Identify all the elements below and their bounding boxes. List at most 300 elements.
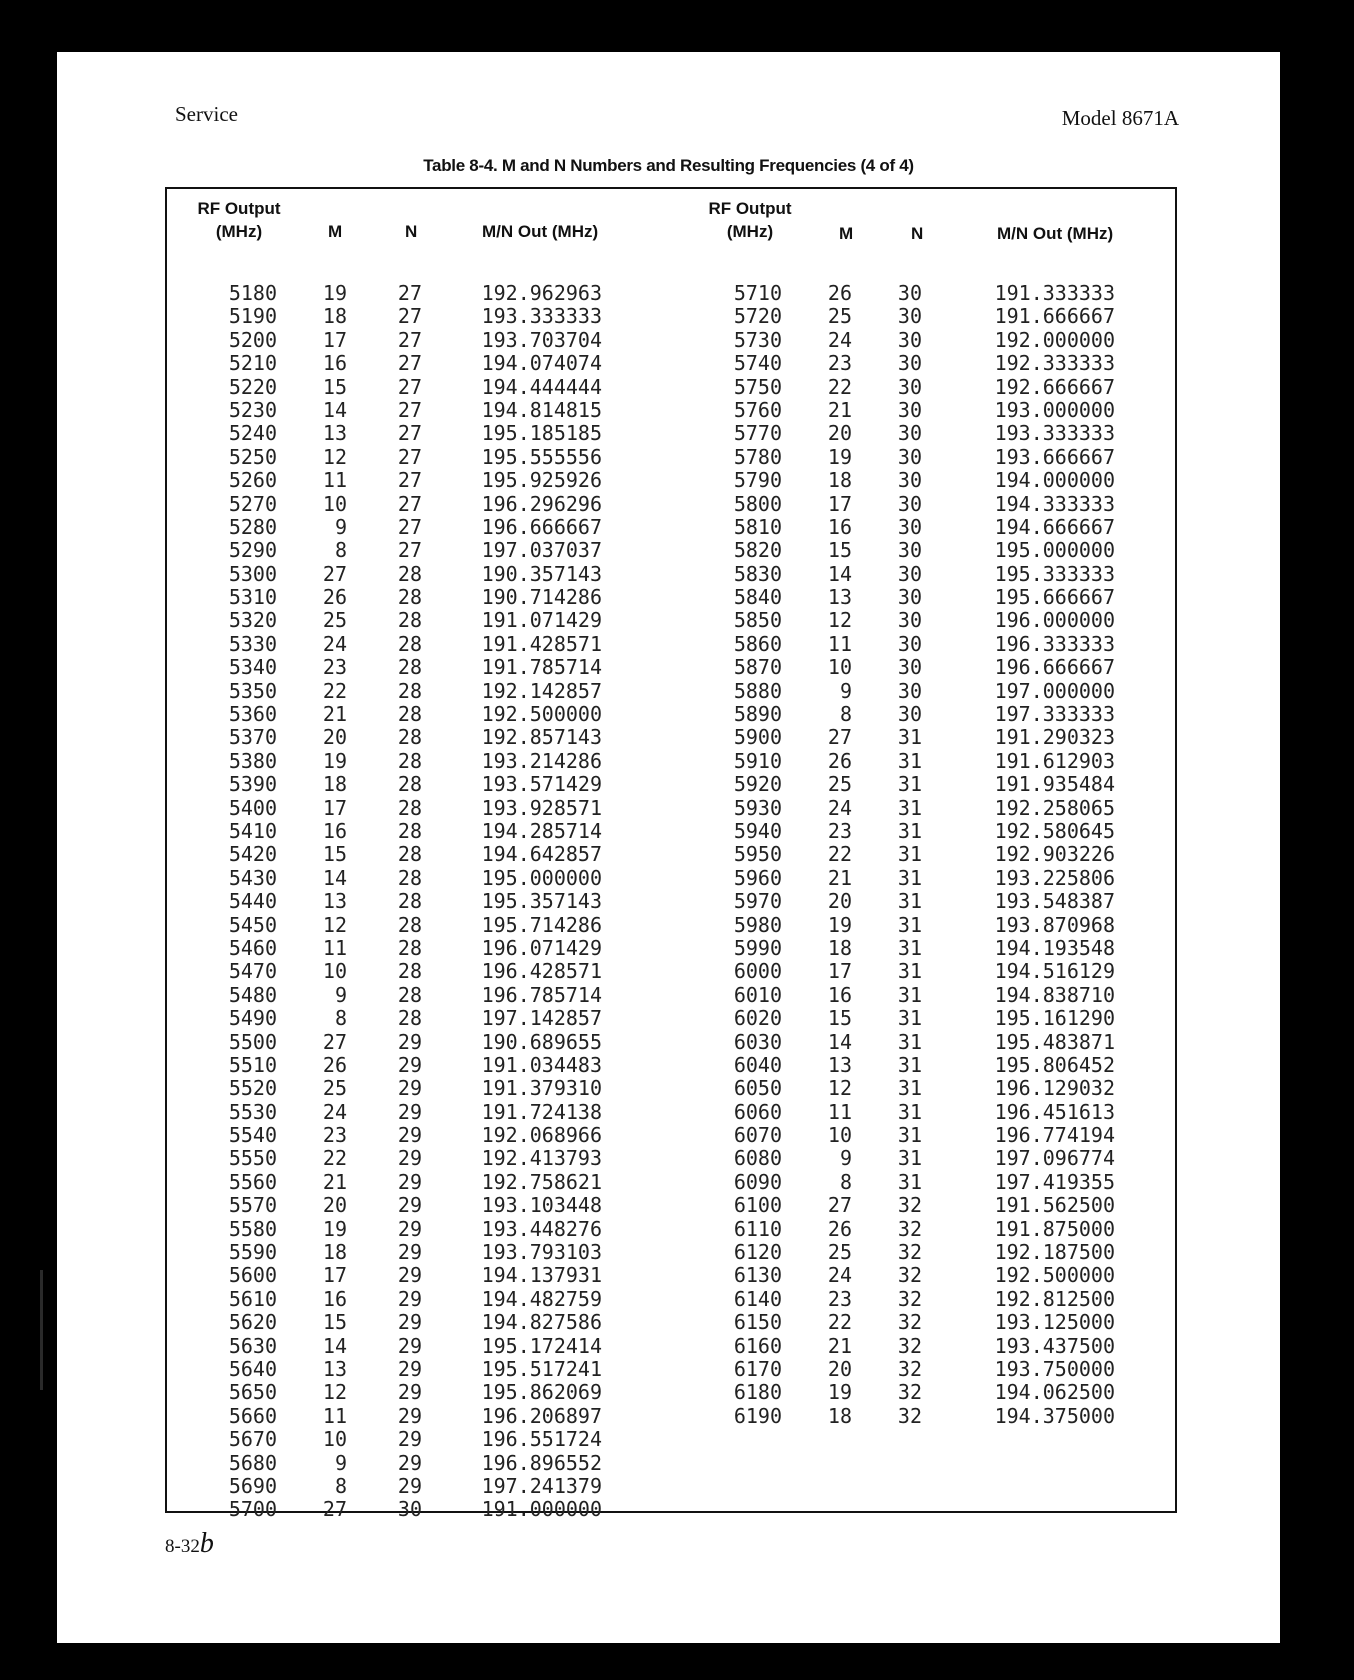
n-cell: 29 — [397, 1169, 422, 1194]
rf-output-cell: 5370 — [228, 725, 277, 750]
mn-out-cell: 193.125000 — [994, 1310, 1115, 1335]
mn-out-cell: 196.785714 — [481, 982, 602, 1007]
page-number-suffix: b — [199, 1528, 214, 1559]
mn-out-cell: 193.666667 — [994, 444, 1115, 469]
header-m-left: M — [328, 222, 343, 241]
table-row — [672, 1311, 1172, 1334]
m-cell: 18 — [322, 304, 347, 329]
n-cell: 30 — [897, 397, 922, 422]
n-cell: 29 — [397, 1427, 422, 1452]
table-row — [167, 726, 667, 749]
n-cell: 30 — [897, 281, 922, 305]
rf-output-cell: 5810 — [733, 514, 782, 539]
right-table-body — [672, 282, 1172, 1428]
m-cell: 16 — [322, 818, 347, 843]
n-cell: 30 — [897, 585, 922, 610]
m-cell: 10 — [322, 491, 347, 516]
m-cell: 12 — [322, 1380, 347, 1405]
m-cell: 12 — [827, 608, 852, 633]
mn-out-cell: 196.129032 — [994, 1076, 1115, 1101]
rf-output-cell: 6190 — [733, 1403, 782, 1428]
rf-output-cell: 5350 — [228, 678, 277, 703]
m-cell: 9 — [334, 514, 347, 539]
n-cell: 32 — [897, 1356, 922, 1381]
table-row — [167, 1007, 667, 1030]
table-row — [672, 609, 1172, 632]
n-cell: 30 — [897, 468, 922, 493]
rf-output-cell: 5640 — [228, 1356, 277, 1381]
table-row — [672, 890, 1172, 913]
table-row — [167, 1428, 667, 1451]
header-m-right: M — [839, 224, 854, 243]
header-rf-line1: RF Output — [197, 199, 281, 218]
m-cell: 8 — [334, 538, 347, 563]
mn-out-cell: 192.758621 — [481, 1169, 602, 1194]
rf-output-cell: 5950 — [733, 842, 782, 867]
m-cell: 25 — [322, 608, 347, 633]
table-row — [167, 1335, 667, 1358]
header-rf-line1: RF Output — [708, 199, 792, 218]
mn-out-cell: 197.142857 — [481, 1006, 602, 1031]
rf-output-cell: 6060 — [733, 1099, 782, 1124]
n-cell: 31 — [897, 1076, 922, 1101]
m-cell: 20 — [827, 421, 852, 446]
mn-out-cell: 195.333333 — [994, 561, 1115, 586]
table-row — [672, 563, 1172, 586]
table-row — [672, 539, 1172, 562]
m-cell: 25 — [322, 1076, 347, 1101]
m-cell: 27 — [827, 725, 852, 750]
m-cell: 15 — [322, 374, 347, 399]
table-row — [167, 984, 667, 1007]
table-row — [672, 867, 1172, 890]
m-cell: 11 — [322, 1403, 347, 1428]
m-cell: 27 — [322, 1029, 347, 1054]
table-row — [167, 797, 667, 820]
table-row — [672, 914, 1172, 937]
mn-out-cell: 191.034483 — [481, 1052, 602, 1077]
rf-output-cell: 5760 — [733, 397, 782, 422]
page-number-text: 8-32 — [165, 1536, 200, 1557]
n-cell: 29 — [397, 1286, 422, 1311]
mn-out-cell: 196.896552 — [481, 1450, 602, 1475]
n-cell: 31 — [897, 1146, 922, 1171]
m-cell: 19 — [322, 281, 347, 305]
mn-out-cell: 191.666667 — [994, 304, 1115, 329]
n-cell: 28 — [397, 585, 422, 610]
table-row — [167, 1358, 667, 1381]
m-cell: 20 — [322, 1193, 347, 1218]
mn-out-cell: 192.580645 — [994, 818, 1115, 843]
n-cell: 31 — [897, 1006, 922, 1031]
mn-out-cell: 192.962963 — [481, 281, 602, 305]
table-row — [672, 633, 1172, 656]
m-cell: 12 — [827, 1076, 852, 1101]
n-cell: 32 — [897, 1193, 922, 1218]
table-row — [672, 493, 1172, 516]
m-cell: 27 — [322, 561, 347, 586]
n-cell: 30 — [897, 351, 922, 376]
mn-out-cell: 195.357143 — [481, 889, 602, 914]
rf-output-cell: 6100 — [733, 1193, 782, 1218]
rf-output-cell: 5340 — [228, 655, 277, 680]
table-row — [672, 1288, 1172, 1311]
section-label: Service — [175, 102, 238, 126]
n-cell: 30 — [897, 514, 922, 539]
rf-output-cell: 5310 — [228, 585, 277, 610]
mn-out-cell: 192.500000 — [994, 1263, 1115, 1288]
mn-out-cell: 197.241379 — [481, 1473, 602, 1498]
n-cell: 28 — [397, 748, 422, 773]
m-cell: 24 — [827, 1263, 852, 1288]
table-row — [672, 797, 1172, 820]
mn-out-cell: 195.925926 — [481, 468, 602, 493]
rf-output-cell: 5890 — [733, 702, 782, 727]
table-row — [167, 1475, 667, 1498]
header-rf-output-left — [189, 197, 289, 243]
rf-output-cell: 5870 — [733, 655, 782, 680]
rf-output-cell: 5330 — [228, 631, 277, 656]
mn-out-cell: 196.071429 — [481, 935, 602, 960]
n-cell: 30 — [897, 327, 922, 352]
mn-out-cell: 195.517241 — [481, 1356, 602, 1381]
rf-output-cell: 5600 — [228, 1263, 277, 1288]
m-cell: 21 — [322, 702, 347, 727]
n-cell: 28 — [397, 935, 422, 960]
mn-out-cell: 191.724138 — [481, 1099, 602, 1124]
m-cell: 16 — [322, 1286, 347, 1311]
m-cell: 23 — [827, 818, 852, 843]
table-row — [167, 1498, 667, 1521]
m-cell: 25 — [827, 1240, 852, 1265]
rf-output-cell: 5610 — [228, 1286, 277, 1311]
table-row — [672, 305, 1172, 328]
table-row — [672, 726, 1172, 749]
rf-output-cell: 5900 — [733, 725, 782, 750]
mn-out-cell: 195.185185 — [481, 421, 602, 446]
n-cell: 31 — [897, 959, 922, 984]
table-row — [167, 352, 667, 375]
mn-out-cell: 192.258065 — [994, 795, 1115, 820]
n-cell: 29 — [397, 1450, 422, 1475]
m-cell: 20 — [322, 725, 347, 750]
rf-output-cell: 6130 — [733, 1263, 782, 1288]
rf-output-cell: 5750 — [733, 374, 782, 399]
rf-output-cell: 5470 — [228, 959, 277, 984]
rf-output-cell: 5390 — [228, 772, 277, 797]
m-cell: 19 — [827, 444, 852, 469]
rf-output-cell: 5980 — [733, 912, 782, 937]
rf-output-cell: 5780 — [733, 444, 782, 469]
table-row — [167, 1452, 667, 1475]
rf-output-cell: 6050 — [733, 1076, 782, 1101]
rf-output-cell: 5500 — [228, 1029, 277, 1054]
rf-output-cell: 5420 — [228, 842, 277, 867]
table-row — [167, 422, 667, 445]
n-cell: 29 — [397, 1052, 422, 1077]
n-cell: 29 — [397, 1099, 422, 1124]
m-cell: 9 — [334, 982, 347, 1007]
n-cell: 30 — [897, 374, 922, 399]
n-cell: 29 — [397, 1076, 422, 1101]
m-cell: 18 — [827, 468, 852, 493]
table-frame — [165, 187, 1177, 1522]
n-cell: 27 — [397, 374, 422, 399]
table-row — [672, 820, 1172, 843]
m-cell: 21 — [827, 397, 852, 422]
m-cell: 11 — [827, 631, 852, 656]
rf-output-cell: 6020 — [733, 1006, 782, 1031]
m-cell: 18 — [827, 935, 852, 960]
rf-output-cell: 5220 — [228, 374, 277, 399]
mn-out-cell: 193.225806 — [994, 865, 1115, 890]
header-rf-line2: (MHz) — [215, 222, 263, 241]
mn-out-cell: 193.793103 — [481, 1240, 602, 1265]
n-cell: 28 — [397, 889, 422, 914]
rf-output-cell: 5270 — [228, 491, 277, 516]
m-cell: 11 — [322, 468, 347, 493]
m-cell: 10 — [322, 959, 347, 984]
table-row — [167, 305, 667, 328]
n-cell: 29 — [397, 1029, 422, 1054]
n-cell: 31 — [897, 1169, 922, 1194]
table-row — [167, 516, 667, 539]
m-cell: 21 — [827, 1333, 852, 1358]
rf-output-cell: 6150 — [733, 1310, 782, 1335]
table-row — [167, 1171, 667, 1194]
table-row — [672, 703, 1172, 726]
rf-output-cell: 5520 — [228, 1076, 277, 1101]
mn-out-cell: 191.379310 — [481, 1076, 602, 1101]
mn-out-cell: 195.862069 — [481, 1380, 602, 1405]
mn-out-cell: 196.206897 — [481, 1403, 602, 1428]
m-cell: 14 — [322, 397, 347, 422]
rf-output-cell: 6170 — [733, 1356, 782, 1381]
table-row — [167, 1124, 667, 1147]
m-cell: 27 — [322, 1497, 347, 1522]
table-row — [167, 1147, 667, 1170]
n-cell: 29 — [397, 1333, 422, 1358]
rf-output-cell: 5850 — [733, 608, 782, 633]
table-row — [167, 937, 667, 960]
m-cell: 26 — [322, 1052, 347, 1077]
rf-output-cell: 5830 — [733, 561, 782, 586]
mn-out-cell: 193.214286 — [481, 748, 602, 773]
header-n-right: N — [911, 224, 924, 243]
m-cell: 13 — [322, 421, 347, 446]
mn-out-cell: 194.333333 — [994, 491, 1115, 516]
rf-output-cell: 6140 — [733, 1286, 782, 1311]
table-row — [167, 539, 667, 562]
n-cell: 29 — [397, 1146, 422, 1171]
rf-output-cell: 5650 — [228, 1380, 277, 1405]
rf-output-cell: 6040 — [733, 1052, 782, 1077]
table-row — [167, 773, 667, 796]
n-cell: 30 — [897, 538, 922, 563]
m-cell: 21 — [322, 1169, 347, 1194]
mn-out-cell: 194.000000 — [994, 468, 1115, 493]
mn-out-cell: 197.419355 — [994, 1169, 1115, 1194]
mn-out-cell: 191.785714 — [481, 655, 602, 680]
n-cell: 28 — [397, 678, 422, 703]
mn-out-cell: 194.814815 — [481, 397, 602, 422]
table-row — [672, 1077, 1172, 1100]
rf-output-cell: 6010 — [733, 982, 782, 1007]
table-row — [672, 1381, 1172, 1404]
m-cell: 23 — [322, 1123, 347, 1148]
n-cell: 31 — [897, 748, 922, 773]
manual-page — [57, 52, 1280, 1643]
rf-output-cell: 5970 — [733, 889, 782, 914]
rf-output-cell: 5620 — [228, 1310, 277, 1335]
rf-output-cell: 6080 — [733, 1146, 782, 1171]
rf-output-cell: 5250 — [228, 444, 277, 469]
mn-out-cell: 196.000000 — [994, 608, 1115, 633]
table-row — [672, 329, 1172, 352]
n-cell: 31 — [897, 889, 922, 914]
mn-out-cell: 191.428571 — [481, 631, 602, 656]
mn-out-cell: 196.551724 — [481, 1427, 602, 1452]
rf-output-cell: 5590 — [228, 1240, 277, 1265]
mn-out-cell: 194.516129 — [994, 959, 1115, 984]
n-cell: 32 — [897, 1240, 922, 1265]
mn-out-cell: 195.483871 — [994, 1029, 1115, 1054]
table-row — [167, 867, 667, 890]
m-cell: 24 — [827, 327, 852, 352]
m-cell: 21 — [827, 865, 852, 890]
mn-out-cell: 196.774194 — [994, 1123, 1115, 1148]
m-cell: 8 — [334, 1006, 347, 1031]
mn-out-cell: 196.428571 — [481, 959, 602, 984]
table-row — [167, 329, 667, 352]
n-cell: 28 — [397, 772, 422, 797]
table-row — [672, 1194, 1172, 1217]
mn-out-cell: 197.096774 — [994, 1146, 1115, 1171]
rf-output-cell: 6160 — [733, 1333, 782, 1358]
rf-output-cell: 5690 — [228, 1473, 277, 1498]
table-row — [672, 376, 1172, 399]
m-cell: 17 — [322, 327, 347, 352]
n-cell: 29 — [397, 1123, 422, 1148]
table-row — [167, 469, 667, 492]
rf-output-cell: 6090 — [733, 1169, 782, 1194]
mn-out-cell: 194.666667 — [994, 514, 1115, 539]
table-row — [672, 1147, 1172, 1170]
mn-out-cell: 190.689655 — [481, 1029, 602, 1054]
table-row — [672, 282, 1172, 305]
mn-out-cell: 190.357143 — [481, 561, 602, 586]
table-row — [672, 680, 1172, 703]
n-cell: 31 — [897, 795, 922, 820]
rf-output-cell: 5580 — [228, 1216, 277, 1241]
table-row — [672, 843, 1172, 866]
rf-output-cell: 5880 — [733, 678, 782, 703]
rf-output-cell: 6180 — [733, 1380, 782, 1405]
table-row — [167, 1311, 667, 1334]
table-row — [167, 1194, 667, 1217]
rf-output-cell: 5360 — [228, 702, 277, 727]
mn-out-cell: 192.666667 — [994, 374, 1115, 399]
m-cell: 19 — [827, 1380, 852, 1405]
header-mn-right: M/N Out (MHz) — [997, 224, 1114, 243]
table-row — [167, 914, 667, 937]
table-row — [167, 843, 667, 866]
m-cell: 20 — [827, 1356, 852, 1381]
m-cell: 22 — [827, 1310, 852, 1335]
n-cell: 27 — [397, 491, 422, 516]
table-row — [167, 633, 667, 656]
n-cell: 28 — [397, 561, 422, 586]
m-cell: 18 — [322, 772, 347, 797]
mn-out-cell: 194.827586 — [481, 1310, 602, 1335]
n-cell: 27 — [397, 538, 422, 563]
mn-out-cell: 193.000000 — [994, 397, 1115, 422]
rf-output-cell: 5840 — [733, 585, 782, 610]
rf-output-cell: 5210 — [228, 351, 277, 376]
n-cell: 27 — [397, 514, 422, 539]
table-row — [167, 1101, 667, 1124]
mn-out-cell: 197.000000 — [994, 678, 1115, 703]
m-cell: 13 — [322, 889, 347, 914]
n-cell: 31 — [897, 1029, 922, 1054]
rf-output-cell: 5320 — [228, 608, 277, 633]
n-cell: 28 — [397, 795, 422, 820]
rf-output-cell: 5460 — [228, 935, 277, 960]
m-cell: 9 — [334, 1450, 347, 1475]
header-rf-output-right — [700, 197, 800, 243]
mn-out-cell: 191.333333 — [994, 281, 1115, 305]
table-row — [167, 563, 667, 586]
table-row — [672, 750, 1172, 773]
n-cell: 31 — [897, 912, 922, 937]
mn-out-cell: 194.285714 — [481, 818, 602, 843]
table-row — [672, 1264, 1172, 1287]
rf-output-cell: 5200 — [228, 327, 277, 352]
n-cell: 28 — [397, 608, 422, 633]
table-row — [167, 703, 667, 726]
table-row — [167, 656, 667, 679]
n-cell: 32 — [897, 1310, 922, 1335]
m-cell: 12 — [322, 444, 347, 469]
table-row — [672, 656, 1172, 679]
n-cell: 28 — [397, 1006, 422, 1031]
rf-output-cell: 5430 — [228, 865, 277, 890]
rf-output-cell: 5570 — [228, 1193, 277, 1218]
m-cell: 16 — [827, 514, 852, 539]
m-cell: 9 — [839, 1146, 852, 1171]
n-cell: 28 — [397, 702, 422, 727]
n-cell: 32 — [897, 1333, 922, 1358]
m-cell: 17 — [322, 795, 347, 820]
mn-out-cell: 192.903226 — [994, 842, 1115, 867]
mn-out-cell: 192.500000 — [481, 702, 602, 727]
m-cell: 25 — [827, 772, 852, 797]
n-cell: 28 — [397, 842, 422, 867]
mn-out-cell: 191.562500 — [994, 1193, 1115, 1218]
m-cell: 26 — [827, 1216, 852, 1241]
rf-output-cell: 5820 — [733, 538, 782, 563]
table-row — [672, 352, 1172, 375]
table-row — [672, 1218, 1172, 1241]
table-row — [672, 1241, 1172, 1264]
n-cell: 30 — [897, 608, 922, 633]
mn-out-cell: 193.333333 — [481, 304, 602, 329]
table-row — [672, 1171, 1172, 1194]
n-cell: 31 — [897, 935, 922, 960]
table-row — [672, 1101, 1172, 1124]
table-row — [672, 586, 1172, 609]
mn-out-cell: 191.875000 — [994, 1216, 1115, 1241]
